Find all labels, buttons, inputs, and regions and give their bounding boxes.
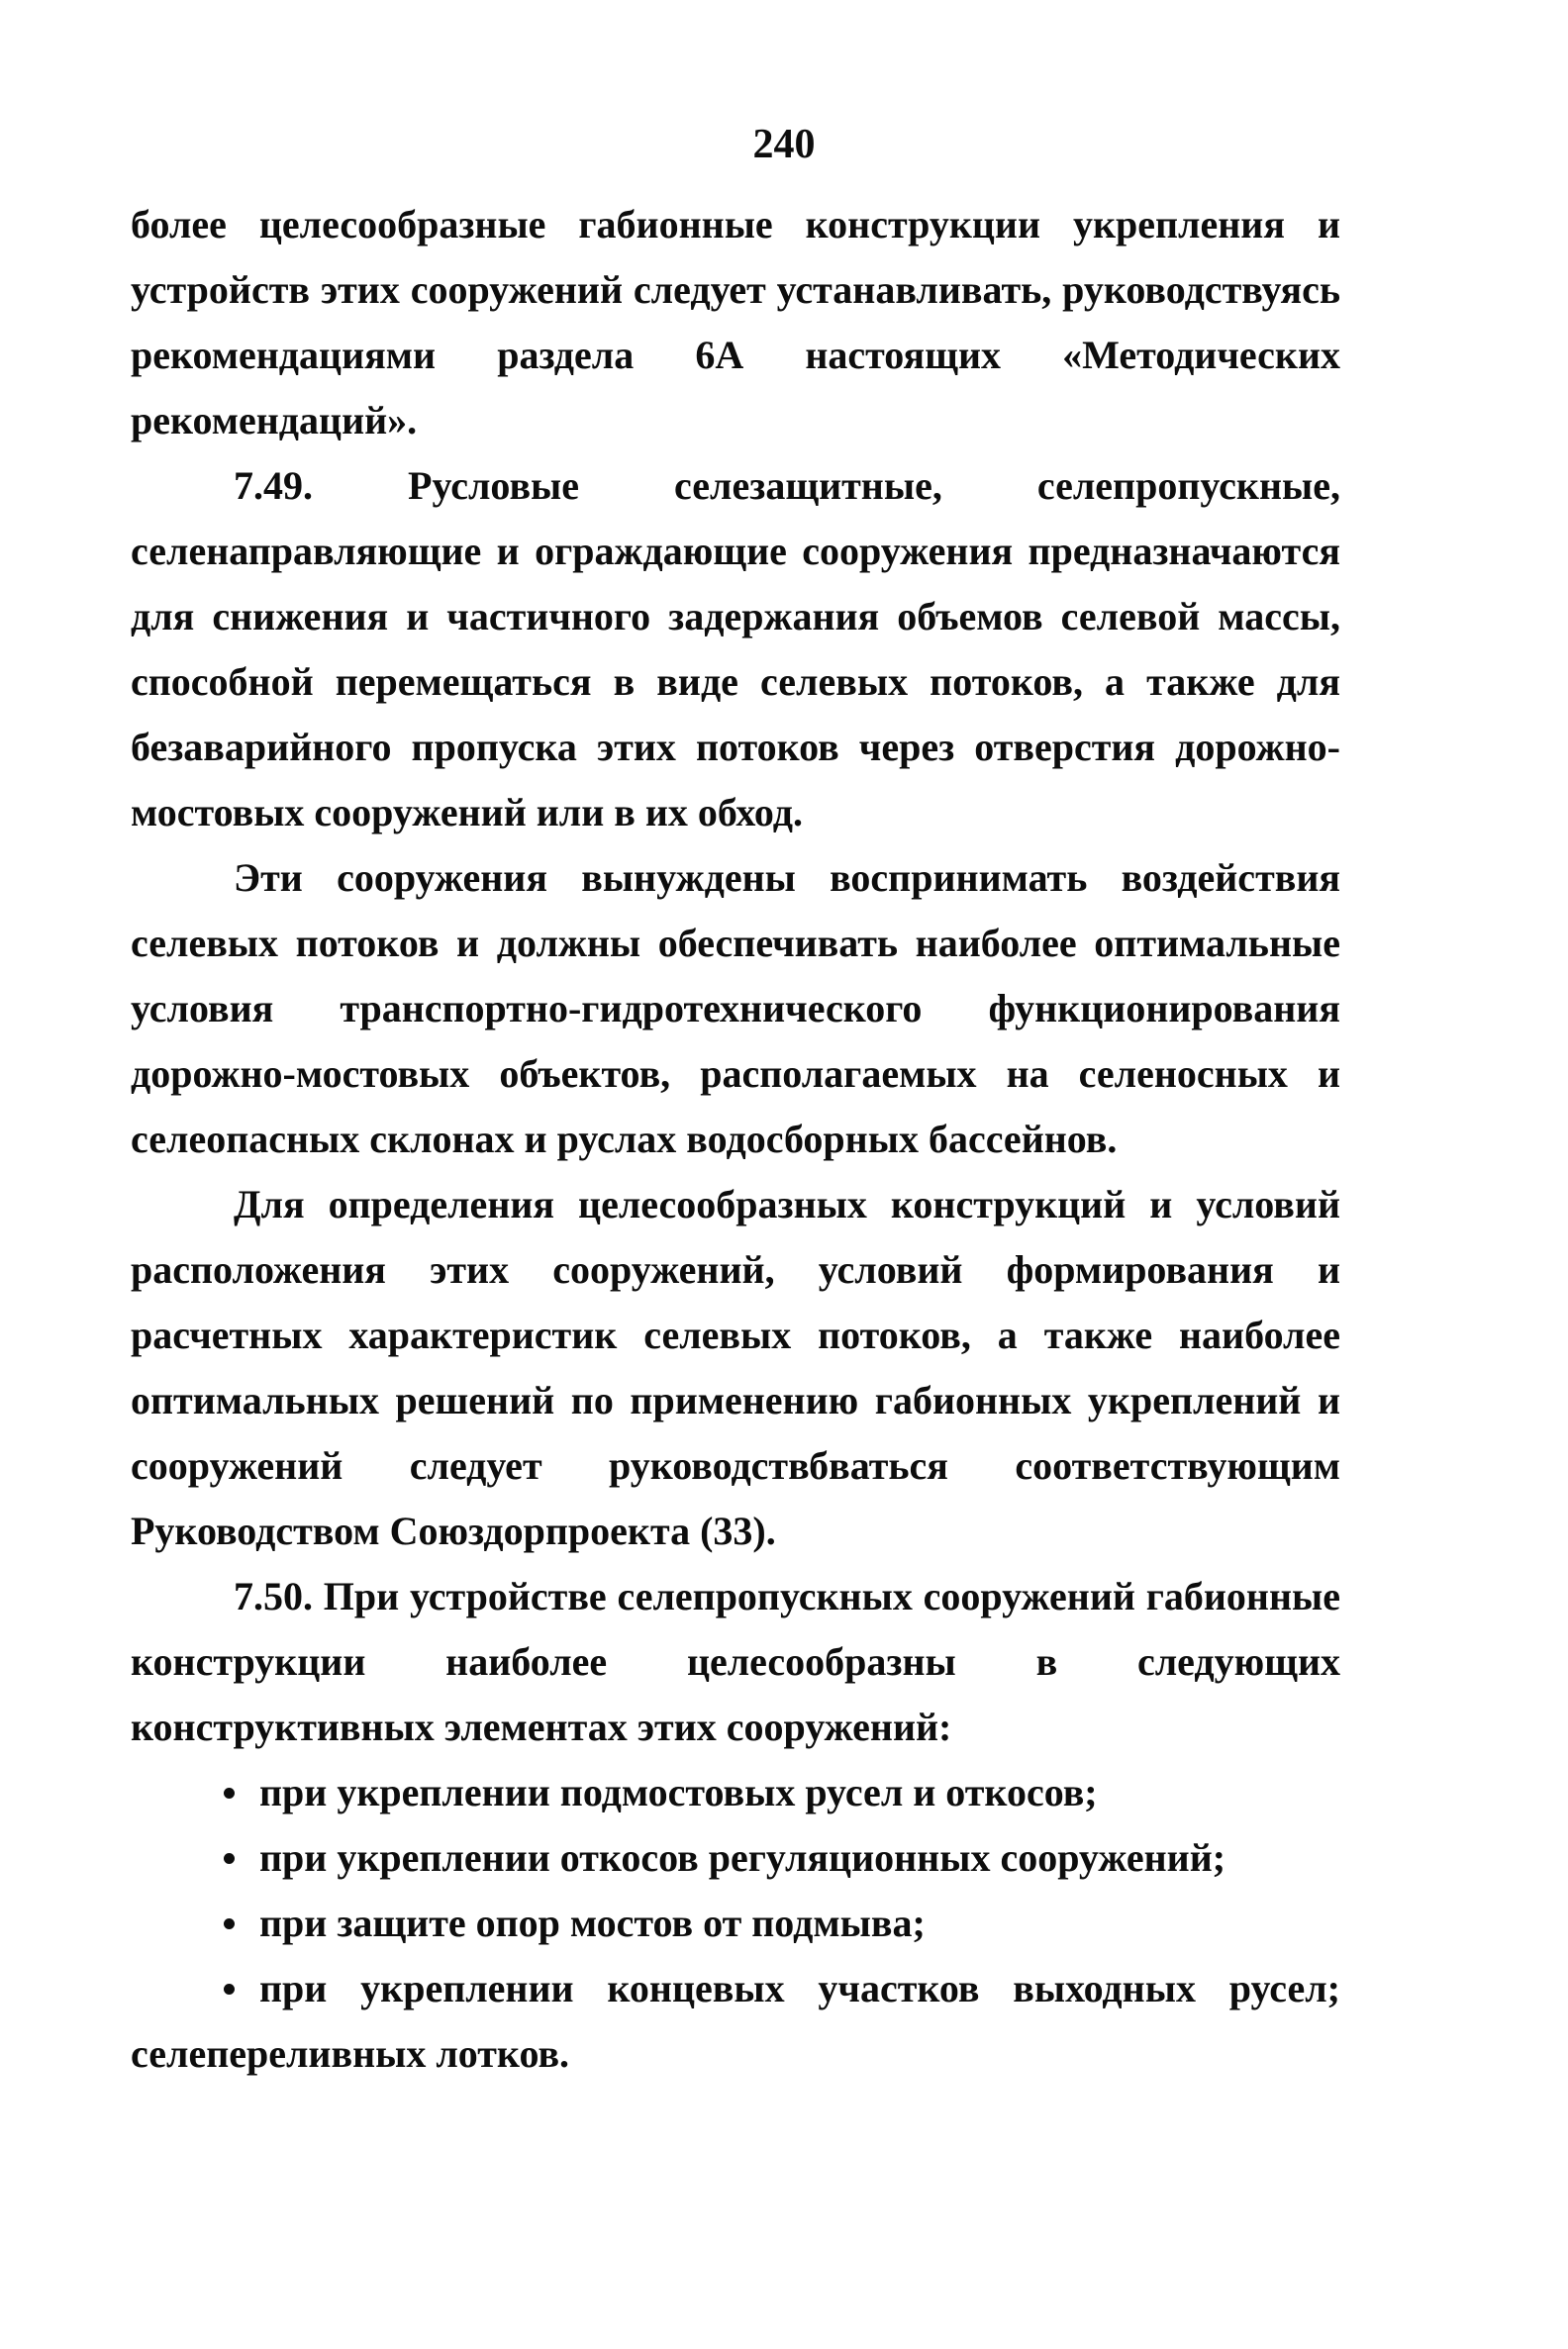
bullet-text: при укреплении откосов регуляционных сооружений; — [259, 1835, 1226, 1880]
list-item — [131, 1760, 1340, 1825]
bullet-icon — [224, 1788, 235, 1799]
list-item — [131, 1825, 1340, 1891]
list-item — [131, 1956, 1340, 2087]
paragraph-section-7-50: 7.50. При устройстве селепропускных сооружений габионные конструкции наиболее целесообразны в следующих конструктивных элементах этих сооружений: — [131, 1574, 1340, 1749]
bullet-text: при укреплении подмостовых русел и откосов; — [259, 1770, 1098, 1814]
bullet-icon — [224, 1984, 235, 1995]
bullet-list — [131, 1760, 1340, 2087]
paragraph-intro: более целесообразные габионные конструкции укрепления и устройств этих сооружений следует устанавливать, руководствуясь рекомендациями раздела 6А настоящих «Методических рекомендаций». — [131, 202, 1340, 442]
paragraph-section-7-49: 7.49. Русловые селезащитные, селепропускные, селенаправляющие и ограждающие сооружения предназначаются для снижения и частичного задержания объемов селевой массы, способной перемещаться в виде селевых потоков, а также для безаварийного пропуска этих потоков через отверстия дорожно-мостовых сооружений или в их обход. — [131, 463, 1340, 834]
bullet-text: при защите опор мостов от подмыва; — [259, 1901, 926, 1945]
bullet-text: при укреплении концевых участков выходных русел; селепереливных лотков. — [131, 1966, 1340, 2076]
bullet-icon — [224, 1918, 235, 1929]
paragraph-guidance: Для определения целесообразных конструкций и условий расположения этих сооружений, условий формирования и расчетных характеристик селевых потоков, а также наиболее оптимальных решений по применению габионных укреплений и сооружений следует руководствбваться соответствующим Руководством Союздорпроекта (33). — [131, 1182, 1340, 1553]
page-number: 240 — [752, 122, 816, 167]
list-item — [131, 1891, 1340, 1956]
paragraph-impact: Эти сооружения вынуждены воспринимать воздействия селевых потоков и должны обеспечивать наиболее оптимальные условия транспортно-гидротехнического функционирования дорожно-мостовых объектов, располагаемых на селеносных и селеопасных склонах и руслах водосборных бассейнов. — [131, 855, 1340, 1161]
bullet-icon — [224, 1853, 235, 1864]
document-body — [131, 192, 1340, 2087]
